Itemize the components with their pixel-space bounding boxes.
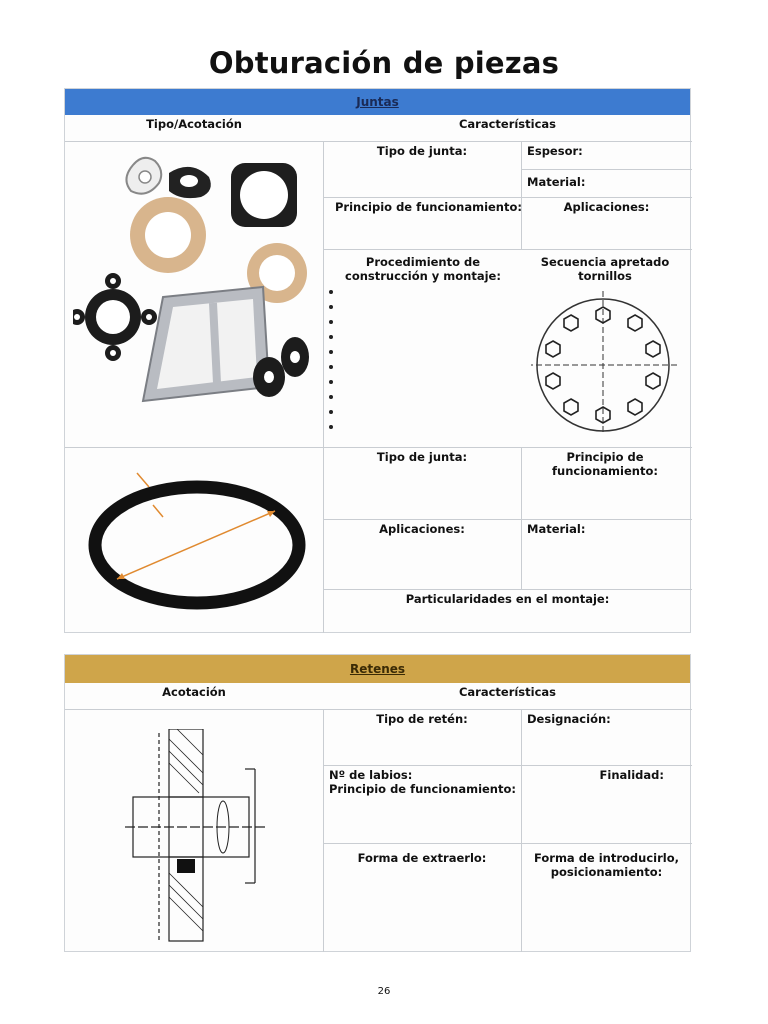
divider [323, 765, 692, 766]
divider [323, 589, 692, 590]
bullet [329, 365, 333, 369]
divider [521, 141, 522, 249]
num-labios-label: Nº de labios: [329, 768, 413, 782]
juntas-col-right-header: Características [458, 117, 557, 131]
bolt-sequence-diagram [531, 287, 681, 437]
bullet [329, 335, 333, 339]
divider [65, 447, 692, 448]
material-label: Material: [527, 175, 586, 189]
principio-2-label: Principio de funcionamiento: [552, 450, 658, 478]
seal-section-drawing [125, 729, 275, 949]
divider [323, 249, 692, 250]
bullet [329, 380, 333, 384]
divider [65, 141, 692, 142]
divider [521, 447, 522, 589]
designacion-label: Designación: [527, 712, 611, 726]
divider [65, 709, 692, 710]
secuencia-label: Secuencia apretado tornillos [540, 255, 670, 283]
divider [323, 709, 324, 952]
tipo-junta-label: Tipo de junta: [376, 144, 468, 158]
finalidad-label: Finalidad: [599, 768, 664, 782]
divider [323, 141, 324, 633]
aplicaciones-label: Aplicaciones: [563, 200, 650, 214]
bullet [329, 305, 333, 309]
bullet [329, 410, 333, 414]
procedimiento-label: Procedimiento de construcción y montaje: [345, 255, 501, 283]
retenes-col-right-header: Características [458, 685, 557, 699]
divider [521, 709, 522, 952]
bullet [329, 395, 333, 399]
extraerlo-label: Forma de extraerlo: [357, 851, 487, 865]
divider [521, 169, 692, 170]
tipo-reten-label: Tipo de retén: [376, 712, 468, 726]
bullet [329, 425, 333, 429]
tipo-junta-2-label: Tipo de junta: [376, 450, 468, 464]
divider [323, 197, 692, 198]
retenes-panel [64, 654, 691, 952]
espesor-label: Espesor: [527, 144, 583, 158]
bullet [329, 320, 333, 324]
gaskets-illustration [73, 147, 318, 443]
bullet [329, 290, 333, 294]
juntas-col-left-header: Tipo/Acotación [146, 117, 242, 131]
juntas-header: Juntas [65, 89, 690, 115]
page-number: 26 [377, 986, 391, 997]
retenes-col-left-header: Acotación [162, 685, 226, 699]
page-title: Obturación de piezas [208, 46, 560, 80]
aplicaciones-2-label: Aplicaciones: [379, 522, 465, 536]
divider [323, 843, 692, 844]
particularidades-label: Particularidades en el montaje: [405, 592, 610, 606]
juntas-panel [64, 88, 691, 633]
principio-reten-label: Principio de funcionamiento: [329, 782, 516, 796]
introducirlo-label: Forma de introducirlo, posicionamiento: [533, 851, 679, 879]
principio-label: Principio de funcionamiento: [335, 200, 522, 214]
material-2-label: Material: [527, 522, 586, 536]
retenes-header: Retenes [65, 655, 690, 683]
bullet [329, 350, 333, 354]
o-ring-illustration [85, 465, 310, 615]
divider [323, 519, 692, 520]
